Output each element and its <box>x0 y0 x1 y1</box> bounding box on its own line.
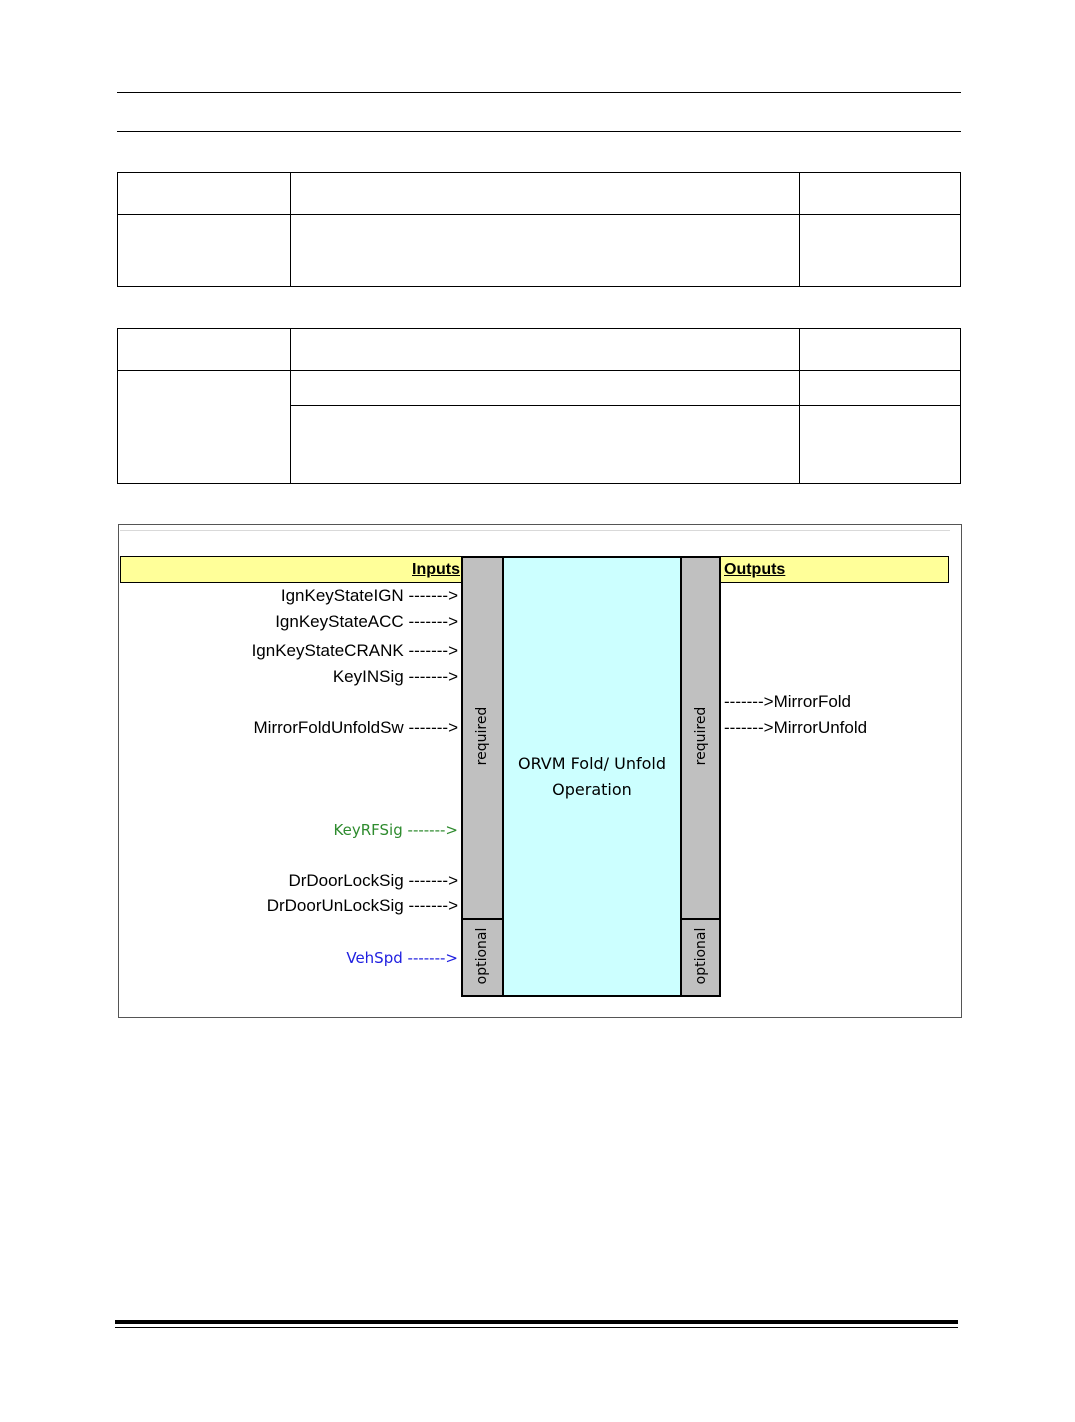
table-cell <box>118 371 291 484</box>
outputs-optional-label: optional <box>693 927 709 985</box>
table-cell <box>118 173 291 215</box>
input-signal-crank: IgnKeyStateCRANK -------> <box>251 641 458 660</box>
table-row <box>118 215 961 287</box>
table-row <box>118 173 961 215</box>
table-cell <box>800 215 961 287</box>
header-bottom-rule <box>117 131 961 132</box>
inputs-optional-label: optional <box>474 927 490 985</box>
function-block-title-line2: Operation <box>552 779 632 799</box>
table-row <box>118 329 961 371</box>
inputs-header: Inputs <box>412 561 460 578</box>
footer-thin-rule <box>115 1327 958 1328</box>
footer-thick-rule <box>115 1320 958 1324</box>
table-cell <box>800 406 961 484</box>
output-signal-mirror-fold: ------->MirrorFold <box>724 692 852 711</box>
table-cell <box>291 406 800 484</box>
input-signal-door-lock: DrDoorLockSig -------> <box>288 871 458 890</box>
outputs-required-label: required <box>693 706 709 766</box>
revision-table-1 <box>117 172 961 287</box>
input-signal-ign: IgnKeyStateIGN -------> <box>280 586 458 605</box>
input-signal-acc: IgnKeyStateACC -------> <box>275 612 458 631</box>
input-signal-keyrf: KeyRFSig -------> <box>333 821 458 839</box>
table-cell <box>291 329 800 371</box>
input-signal-mirror-switch: MirrorFoldUnfoldSw -------> <box>253 718 458 737</box>
input-signal-keyin: KeyINSig -------> <box>332 667 458 686</box>
outputs-header: Outputs <box>724 561 786 578</box>
revision-table-2 <box>117 328 961 484</box>
table-cell <box>291 215 800 287</box>
input-signal-door-unlock: DrDoorUnLockSig -------> <box>266 896 458 915</box>
table-cell <box>118 215 291 287</box>
diagram-inner-rule <box>120 530 950 531</box>
orvm-function-block <box>502 556 682 997</box>
table-cell <box>291 371 800 406</box>
table-cell <box>800 371 961 406</box>
table-cell <box>118 329 291 371</box>
table-cell <box>800 329 961 371</box>
output-signal-mirror-unfold: ------->MirrorUnfold <box>724 718 868 737</box>
function-block-title-line1: ORVM Fold/ Unfold <box>517 753 667 773</box>
table-cell <box>291 173 800 215</box>
table-cell <box>800 173 961 215</box>
header-top-rule <box>117 92 961 93</box>
table-row <box>118 371 961 406</box>
input-signal-vehspd: VehSpd -------> <box>346 949 458 967</box>
inputs-required-label: required <box>474 706 490 766</box>
